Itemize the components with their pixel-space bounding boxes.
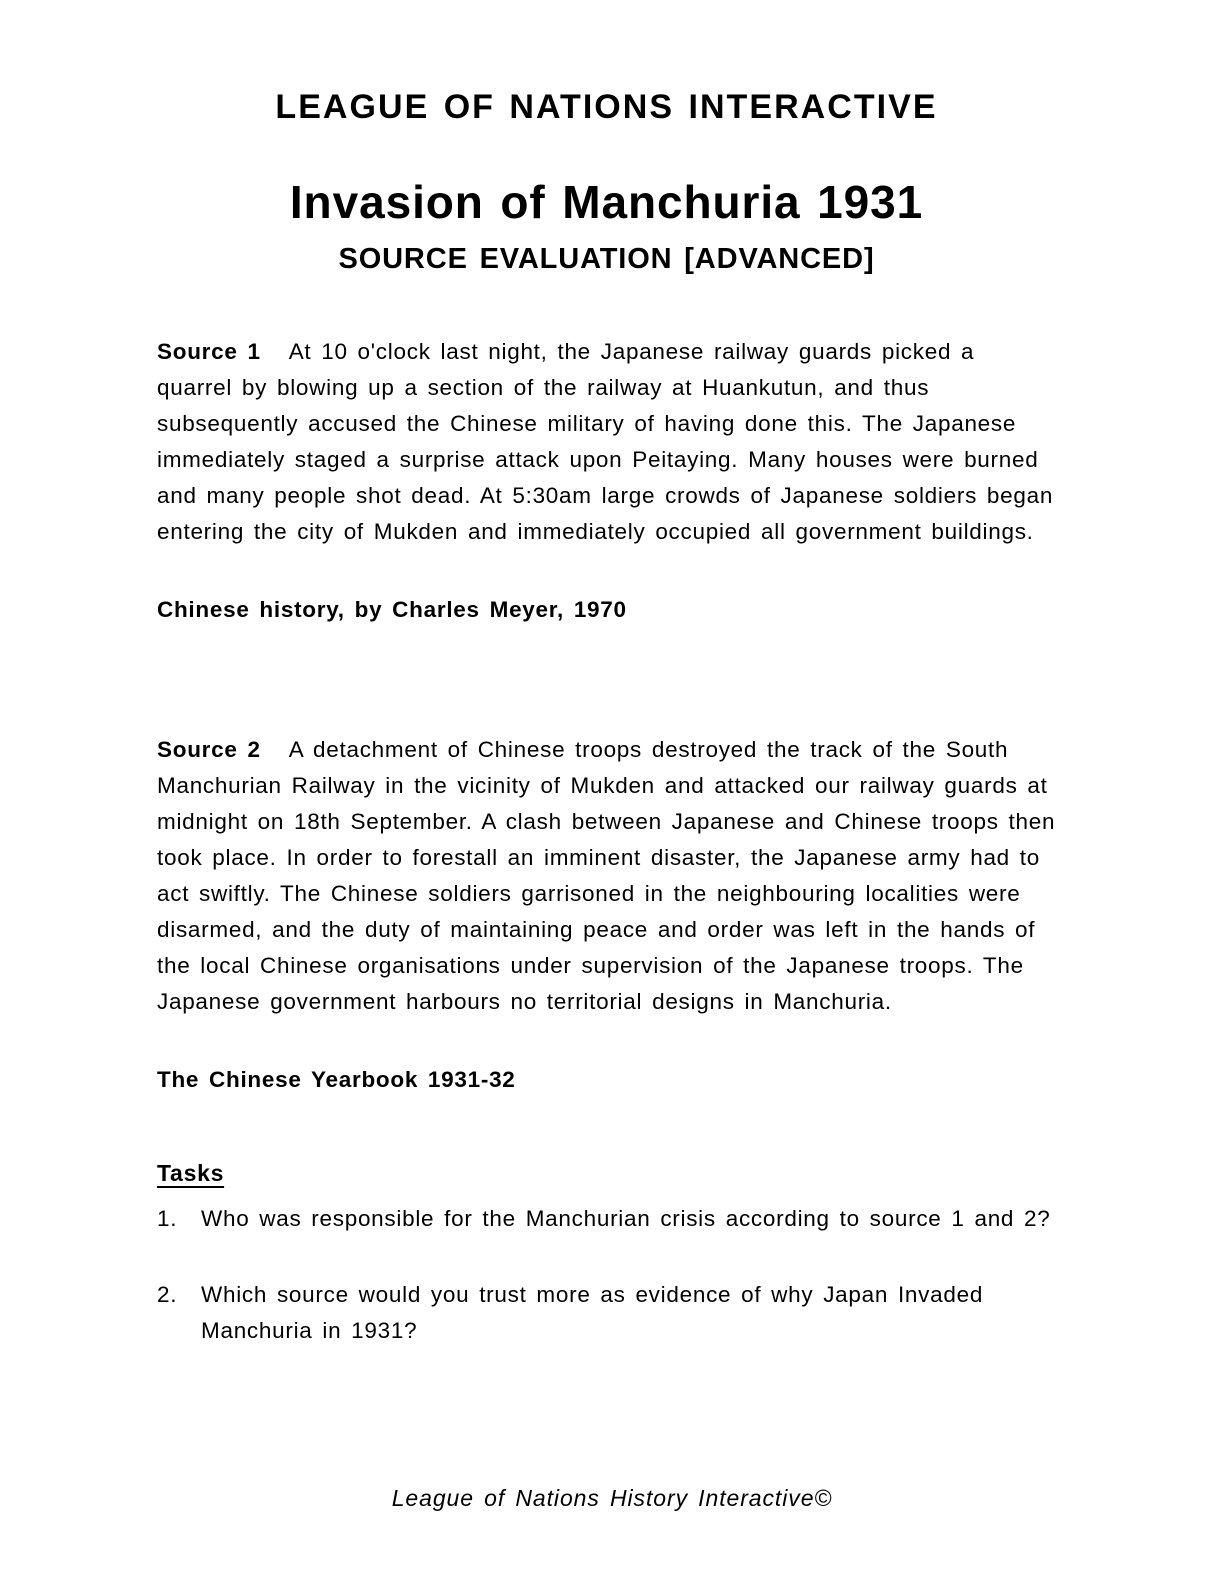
source-2-attribution: The Chinese Yearbook 1931-32 bbox=[157, 1067, 516, 1092]
tasks-section bbox=[157, 1160, 1056, 1349]
tasks-heading: Tasks bbox=[157, 1160, 225, 1186]
source-1-text: At 10 o'clock last night, the Japanese railway guards picked a quarrel by blowing up a section of the railway at Huankutun, and thus subsequently accused the Chinese military of having done this. The Japanese immediately staged a surprise attack upon Peitaying. Many houses were burned and many people shot dead. At 5:30am large crowds of Japanese soldiers began entering the city of Mukden and immediately occupied all government buildings. bbox=[157, 339, 1054, 544]
task-1-number: 1. bbox=[157, 1206, 178, 1231]
source-2-paragraph bbox=[157, 732, 1056, 1020]
task-1-text: Who was responsible for the Manchurian crisis according to source 1 and 2? bbox=[201, 1206, 1051, 1231]
document-footer: League of Nations History Interactive© bbox=[391, 1485, 833, 1511]
document-subtitle: SOURCE EVALUATION [ADVANCED] bbox=[338, 243, 875, 275]
task-item-1 bbox=[157, 1201, 1056, 1237]
source-2-label: Source 2 bbox=[157, 737, 261, 762]
source-2-text: A detachment of Chinese troops destroyed the track of the South Manchurian Railway in the vicinity of Mukden and attacked our railway guards at midnight on 18th September. A clash between Japanese and Chinese troops then took place. In order to forestall an imminent disaster, the Japanese army had to act swiftly. The Chinese soldiers garrisoned in the neighbouring localities were disarmed, and the duty of maintaining peace and order was left in the hands of the local Chinese organisations under supervision of the Japanese troops. The Japanese government harbours no territorial designs in Manchuria. bbox=[157, 737, 1056, 1014]
source-1-attribution: Chinese history, by Charles Meyer, 1970 bbox=[157, 597, 627, 622]
task-item-2 bbox=[157, 1277, 1056, 1349]
task-2-number: 2. bbox=[157, 1282, 178, 1307]
document-title: Invasion of Manchuria 1931 bbox=[289, 176, 924, 228]
source-1-paragraph bbox=[157, 334, 1056, 550]
source-1-label: Source 1 bbox=[157, 339, 261, 364]
task-2-text: Which source would you trust more as evidence of why Japan Invaded Manchuria in 1931? bbox=[201, 1282, 984, 1343]
document-header: LEAGUE OF NATIONS INTERACTIVE bbox=[275, 88, 938, 126]
